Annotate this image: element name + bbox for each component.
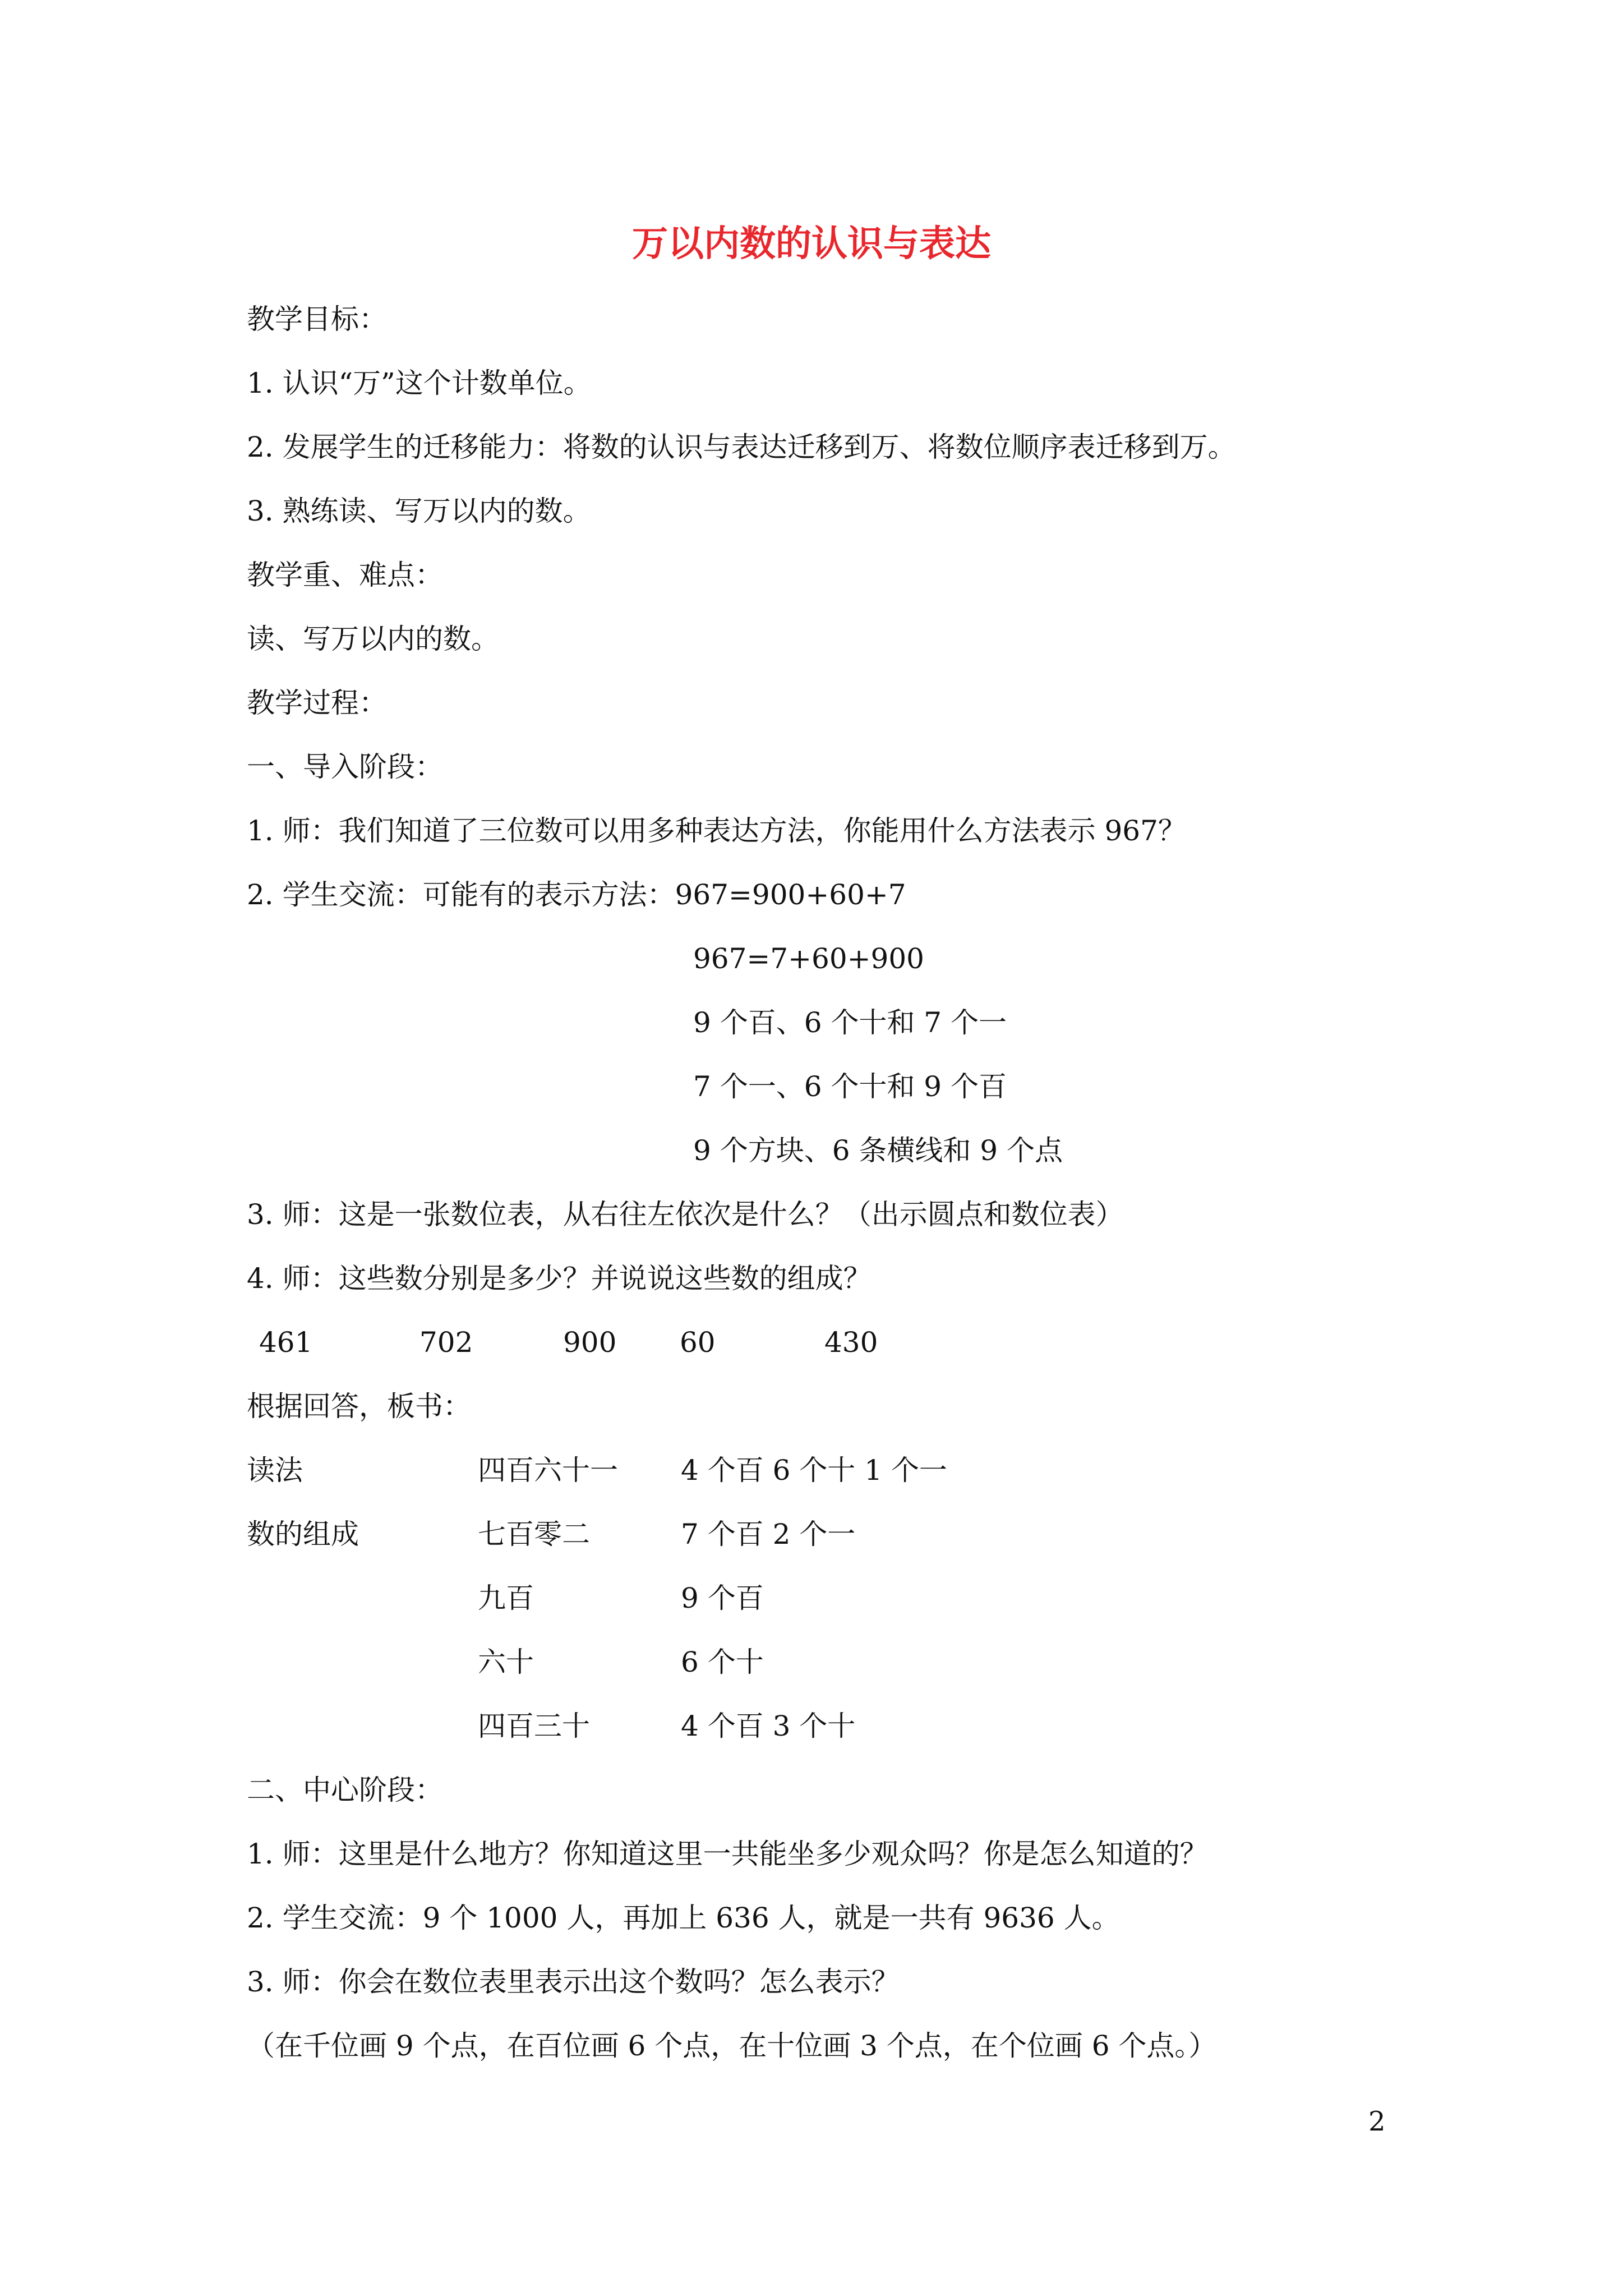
number-702: 702 [419,1326,473,1359]
board-composition-3: 9 个百 [681,1582,764,1614]
section-1-item-2: 2. 学生交流：可能有的表示方法：967=900+60+7 [247,878,906,911]
section-2-item-3: 3. 师：你会在数位表里表示出这个数吗？怎么表示？ [247,1966,900,1998]
page-number: 2 [1368,2106,1386,2137]
method-line-2: 9 个百、6 个十和 7 个一 [693,1006,1007,1039]
section-1-item-1: 1. 师：我们知道了三位数可以用多种表达方法，你能用什么方法表示 967？ [247,815,1186,847]
board-reading-2: 七百零二 [478,1518,590,1550]
document-title: 万以内数的认识与表达 [632,223,991,265]
key-points-heading: 教学重、难点： [247,559,443,591]
board-reading-4: 六十 [478,1646,534,1678]
number-900: 900 [563,1326,617,1359]
board-composition-1: 4 个百 6 个十 1 个一 [681,1454,947,1487]
number-60: 60 [680,1326,716,1359]
board-label-reading: 读法 [247,1454,303,1487]
method-line-4: 9 个方块、6 条横线和 9 个点 [693,1134,1063,1167]
board-composition-2: 7 个百 2 个一 [681,1518,856,1550]
board-reading-5: 四百三十 [478,1710,590,1742]
board-intro: 根据回答，板书： [247,1390,471,1423]
goals-heading: 教学目标： [247,303,387,335]
goal-item-2: 2. 发展学生的迁移能力：将数的认识与表达迁移到万、将数位顺序表迁移到万。 [247,431,1236,463]
goal-item-3: 3. 熟练读、写万以内的数。 [247,495,591,527]
board-label-composition: 数的组成 [247,1518,359,1550]
method-line-1: 967=7+60+900 [693,942,924,975]
number-461: 461 [259,1326,313,1359]
section-2-item-2: 2. 学生交流：9 个 1000 人，再加上 636 人，就是一共有 9636 人。 [247,1902,1120,1934]
process-heading: 教学过程： [247,687,387,719]
board-reading-1: 四百六十一 [478,1454,618,1487]
board-composition-4: 6 个十 [681,1646,764,1678]
section-1-item-4: 4. 师：这些数分别是多少？并说说这些数的组成？ [247,1262,872,1295]
board-composition-5: 4 个百 3 个十 [681,1710,856,1742]
section-1-heading: 一、导入阶段： [247,751,443,783]
number-430: 430 [824,1326,878,1359]
section-1-item-3: 3. 师：这是一张数位表，从右往左依次是什么？（出示圆点和数位表） [247,1198,1124,1231]
section-2-item-1: 1. 师：这里是什么地方？你知道这里一共能坐多少观众吗？你是怎么知道的？ [247,1838,1208,1870]
key-points-text: 读、写万以内的数。 [247,623,499,655]
section-2-note: （在千位画 9 个点，在百位画 6 个点，在十位画 3 个点，在个位画 6 个点。） [247,2030,1217,2062]
section-2-heading: 二、中心阶段： [247,1774,443,1806]
goal-item-1: 1. 认识“万”这个计数单位。 [247,367,592,399]
board-reading-3: 九百 [478,1582,534,1614]
method-line-3: 7 个一、6 个十和 9 个百 [693,1070,1007,1103]
